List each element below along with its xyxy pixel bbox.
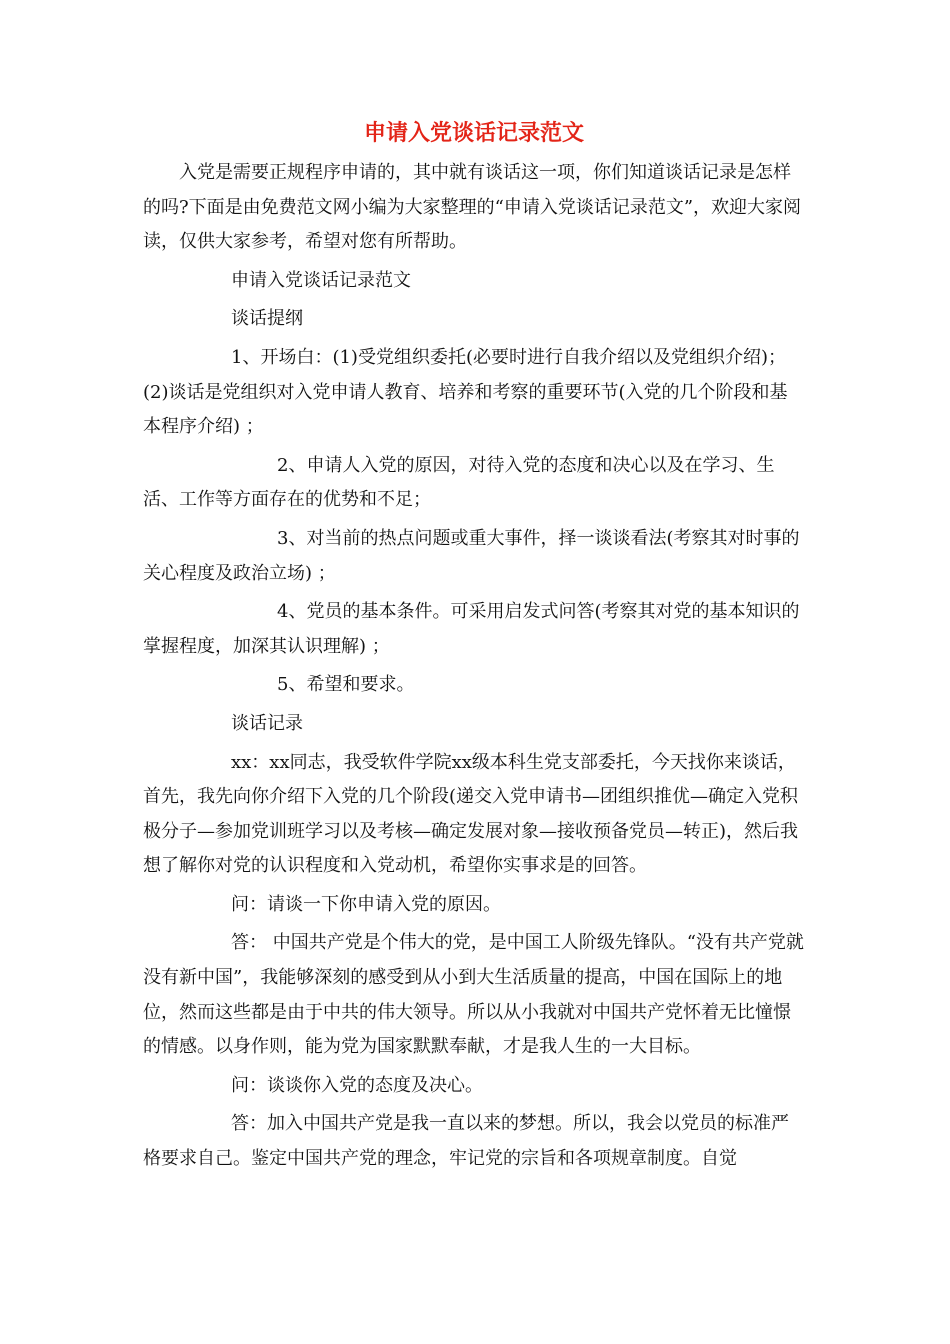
- record-question: 问：谈谈你入党的态度及决心。: [231, 1074, 483, 1096]
- outline-item: 5、希望和要求。: [277, 674, 415, 696]
- subtitle: 申请入党谈话记录范文: [231, 269, 411, 291]
- record-heading: 谈话记录: [231, 712, 303, 734]
- record-question: 问：请谈一下你申请入党的原因。: [231, 893, 501, 915]
- document-body: [143, 114, 805, 1181]
- outline-item: 1、开场白：(1)受党组织委托(必要时进行自我介绍以及党组织介绍)；(2)谈话是党组织对入党申请人教育、培养和考察的重要环节(入党的几个阶段和基本程序介绍) ；: [143, 346, 788, 438]
- outline-item: 3、对当前的热点问题或重大事件，择一谈谈看法(考察其对时事的关心程度及政治立场) ；: [143, 527, 800, 584]
- outline-heading: 谈话提纲: [231, 308, 303, 330]
- record-answer: 答：加入中国共产党是我一直以来的梦想。所以，我会以党员的标准严格要求自己。鉴定中国共产党的理念，牢记党的宗旨和各项规章制度。自觉: [143, 1113, 789, 1170]
- record-paragraph: xx：xx同志，我受软件学院xx级本科生党支部委托，今天找你来谈话，首先，我先向你介绍下入党的几个阶段(递交入党申请书—团组织推优—确定入党积极分子—参加党训班学习以及考核—确定发展对象—接收预备党员—转正)，然后我想了解你对党的认识程度和入党动机，希望你实事求是的回答。: [143, 751, 799, 877]
- document-title: 申请入党谈话记录范文: [363, 121, 584, 146]
- record-answer: 答： 中国共产党是个伟大的党，是中国工人阶级先锋队。“没有共产党就没有新中国”，我能够深刻的感受到从小到大生活质量的提高，中国在国际上的地位，然而这些都是由于中共的伟大领导。所以从小我就对中国共产党怀着无比憧憬的情感。以身作则，能为党为国家默默奉献，才是我人生的一大目标。: [143, 932, 804, 1058]
- outline-item: 4、党员的基本条件。可采用启发式问答(考察其对党的基本知识的掌握程度，加深其认识理解) ；: [143, 601, 800, 657]
- outline-item: 2、申请人入党的原因，对待入党的态度和决心以及在学习、生活、工作等方面存在的优势和不足；: [143, 454, 775, 511]
- intro-paragraph: 入党是需要正规程序申请的，其中就有谈话这一项，你们知道谈话记录是怎样的吗?下面是由免费范文网小编为大家整理的“申请入党谈话记录范文”，欢迎大家阅读，仅供大家参考，希望对您有所帮助。: [143, 162, 802, 253]
